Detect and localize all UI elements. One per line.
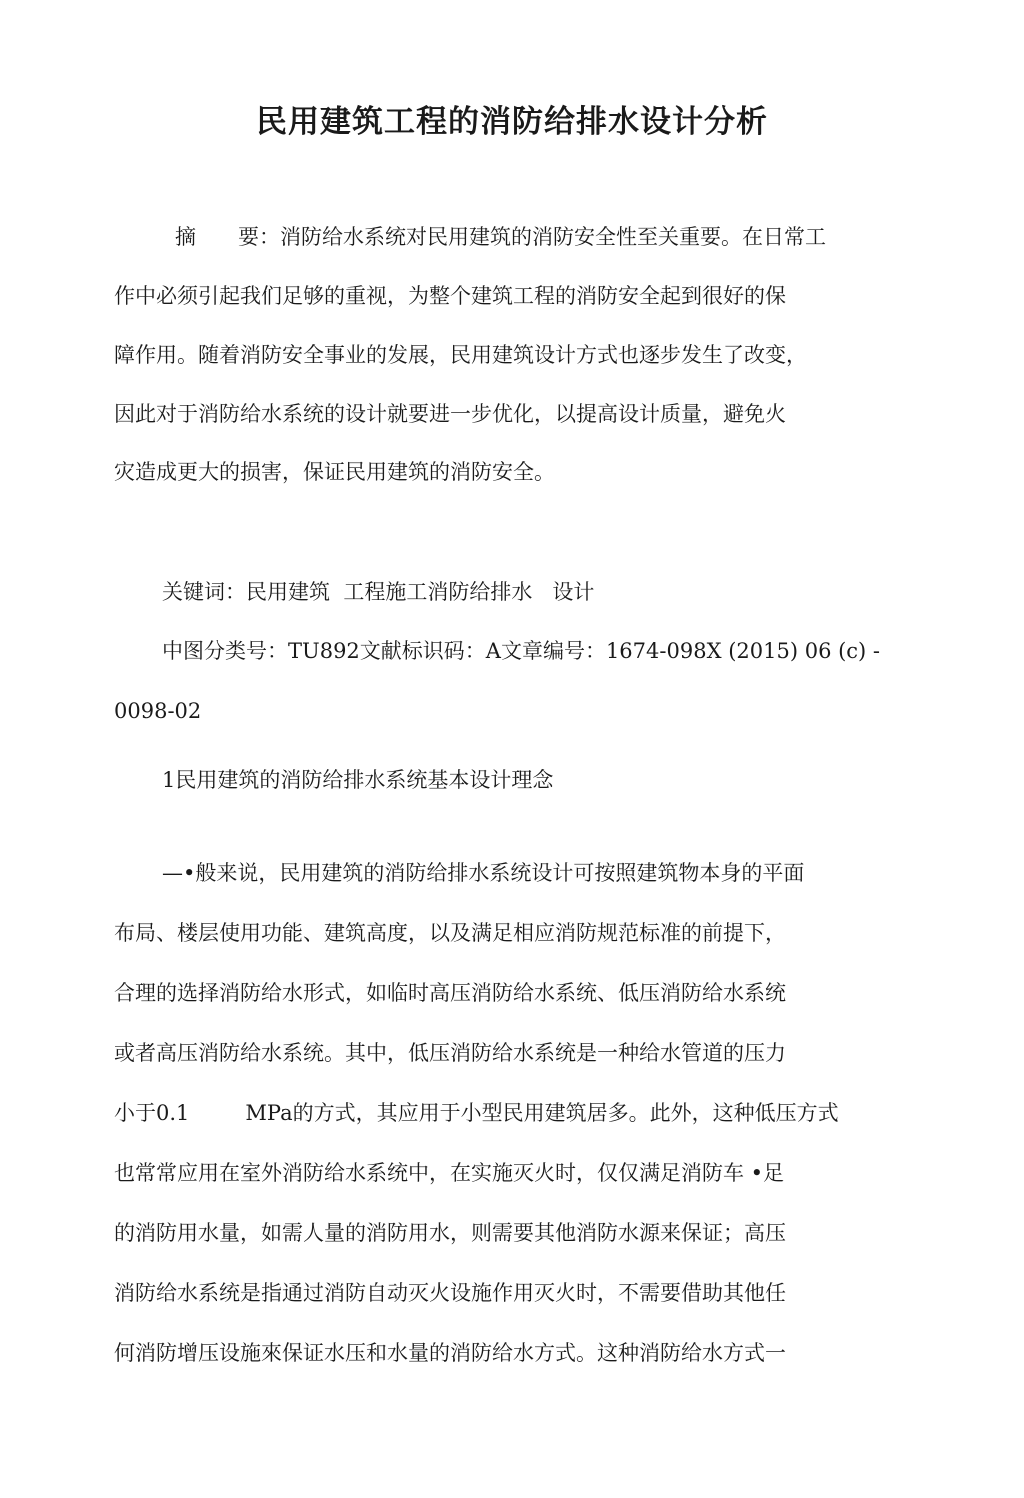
body-line: 或者高压消防给水系统。其中，低压消防给水系统是一种给水管道的压力 — [114, 1041, 786, 1065]
body-line: 何消防增压设施來保证水压和水量的消防给水方式。这种消防给水方式一 — [114, 1341, 786, 1365]
document-title: 民用建筑工程的消防给排水设计分析 — [256, 104, 768, 140]
abstract-line — [175, 222, 826, 252]
classification-line: 0098-02 — [114, 699, 202, 723]
body-line: 也常常应用在室外消防给水系统中，在实施灭火时，仅仅满足消防车 •足 — [114, 1161, 785, 1185]
abstract-label: 摘 要： — [175, 225, 280, 249]
body-line: 消防给水系统是指通过消防自动灭火设施作用灭火时，不需要借助其他任 — [114, 1281, 786, 1305]
abstract-line: 灾造成更大的损害，保证民用建筑的消防安全。 — [114, 460, 555, 484]
body-line: 布局、楼层使用功能、建筑高度，以及满足相应消防规范标准的前提下， — [114, 921, 786, 945]
keywords: 关键词：民用建筑 工程施工消防给排水 设计 — [162, 580, 595, 604]
body-line-left: 小于0.1 — [114, 1101, 190, 1125]
body-line-right: MPa的方式，其应用于小型民用建筑居多。此外，这种低压方式 — [245, 1101, 839, 1125]
body-line: —•般来说，民用建筑的消防给排水系统设计可按照建筑物本身的平面 — [162, 861, 805, 885]
body-line: 合理的选择消防给水形式，如临时高压消防给水系统、低压消防给水系统 — [114, 981, 786, 1005]
body-line: 的消防用水量，如需人量的消防用水，则需要其他消防水源来保证；高压 — [114, 1221, 786, 1245]
section-heading: 1民用建筑的消防给排水系统基本设计理念 — [162, 768, 554, 792]
abstract-line: 障作用。随着消防安全事业的发展，民用建筑设计方式也逐步发生了改变， — [114, 343, 807, 367]
body-line-split — [114, 1098, 839, 1128]
abstract-line: 作中必须引起我们足够的重视，为整个建筑工程的消防安全起到很好的保 — [114, 284, 786, 308]
classification-line: 中图分类号：TU892文献标识码：A文章编号：1674-098X (2015) 06 (c) - — [162, 639, 881, 663]
abstract-line: 因此对于消防给水系统的设计就要进一步优化，以提高设计质量，避免火 — [114, 402, 786, 426]
abstract-text: 消防给水系统对民用建筑的消防安全性至关重要。在日常工 — [280, 225, 826, 249]
